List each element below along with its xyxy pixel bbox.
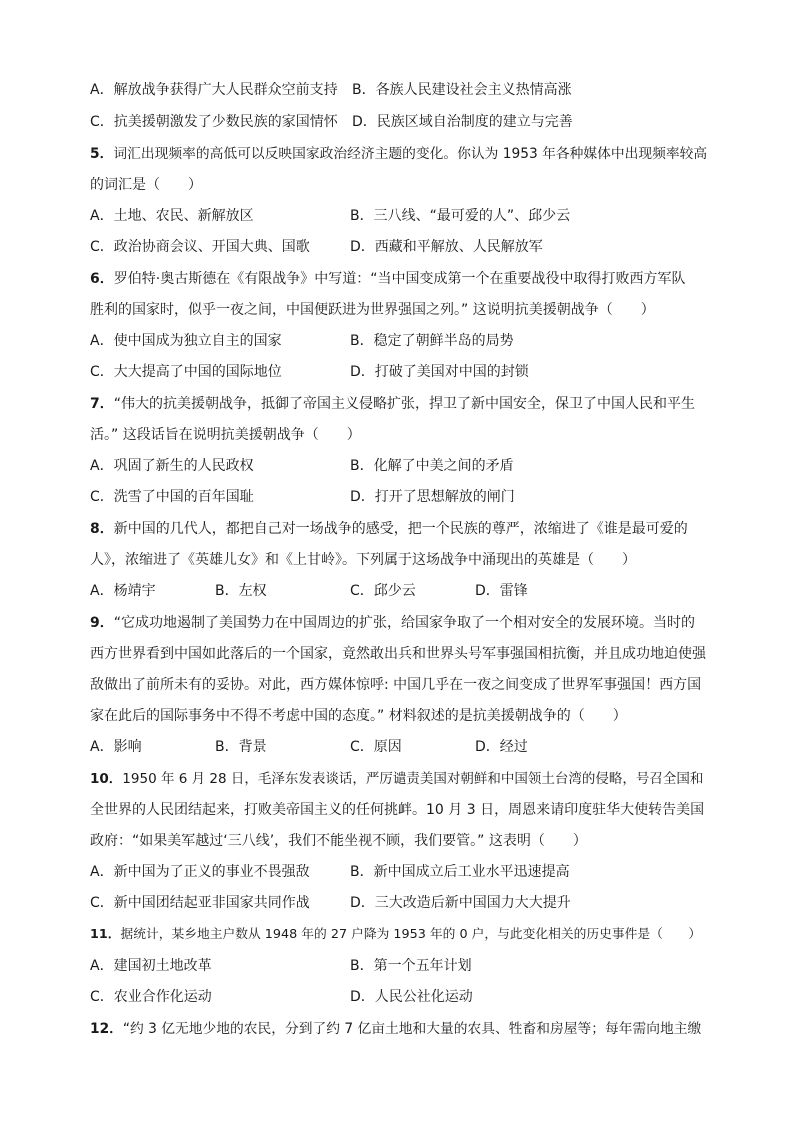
q10-stem-text-1: 1950 年 6 月 28 日，毛泽东发表谈话，严厉谴责美国对朝鲜和中国领土台湾的侵略，号召全国和 [122, 771, 704, 787]
q7-stem-line-2: 活。” 这段话旨在说明抗美援朝战争（ ） [90, 427, 361, 443]
q7-stem-line-1 [90, 394, 710, 414]
q7-number: 7． [90, 396, 114, 412]
q7-options-row-1 [90, 456, 710, 476]
q6-option-a: A．使中国成为独立自主的国家 [90, 333, 282, 349]
q10-number: 10． [90, 771, 123, 787]
q4-option-a: A．解放战争获得广大人民群众空前支持 [90, 82, 338, 98]
q11-number: 11． [90, 927, 121, 942]
q5-stem-line-1 [90, 144, 710, 164]
q9-options-row [90, 737, 710, 757]
q6-stem-text-1: 罗伯特·奥古斯德在《有限战争》中写道：“当中国变成第一个在重要战役中取得打败西方军队 [113, 271, 686, 287]
q10-stem-line-3: 政府：“如果美军越过‘三八线’，我们不能坐视不顾，我们要管。” 这表明（ ） [90, 833, 587, 849]
q9-option-c: C．原因 [350, 739, 402, 755]
q11-option-c: C．农业合作化运动 [90, 989, 212, 1005]
q5-option-b: B．三八线、“最可爱的人”、邱少云 [350, 208, 571, 224]
q10-options-row-2 [90, 893, 710, 913]
q5-options-row-1 [90, 206, 710, 226]
q6-stem-line-2: 胜利的国家时，似乎一夜之间，中国便跃进为世界强国之列。” 这说明抗美援朝战争（ ） [90, 302, 655, 318]
q10-stem-line-2: 全世界的人民团结起来，打败美帝国主义的任何挑衅。10 月 3 日，周恩来请印度驻华大使转告美国 [90, 802, 705, 818]
q9-number: 9． [90, 615, 114, 631]
q8-option-a: A．杨靖宇 [90, 583, 156, 599]
q12-stem-line-1 [90, 1019, 710, 1039]
q10-option-a: A．新中国为了正义的事业不畏强敌 [90, 864, 310, 880]
q7-stem-text-1: “伟大的抗美援朝战争，抵御了帝国主义侵略扩张，捍卫了新中国安全，保卫了中国人民和平生 [113, 396, 696, 412]
q5-stem-text-1: 词汇出现频率的高低可以反映国家政治经济主题的变化。你认为 1953 年各种媒体中出现频率较高 [113, 146, 708, 162]
q11-option-b: B．第一个五年计划 [350, 958, 472, 974]
q10-options-row-1 [90, 862, 710, 882]
q9-stem-line-3: 敌做出了前所未有的妥协。对此，西方媒体惊呼: 中国几乎在一夜之间变成了世界军事强国！西方国 [90, 677, 702, 693]
q8-option-b: B．左权 [215, 583, 267, 599]
q11-stem-text-1: 据统计，某乡地主户数从 1948 年的 27 户降为 1953 年的 0 户，与此变化相关的历史事件是（ ） [120, 927, 702, 942]
q5-option-a: A．土地、农民、新解放区 [90, 208, 254, 224]
q9-stem-line-2: 西方世界看到中国如此落后的一个国家，竟然敢出兵和世界头号军事强国相抗衡，并且成功地迫使强 [90, 646, 706, 662]
q10-option-c: C．新中国团结起亚非国家共同作战 [90, 895, 310, 911]
q6-number: 6． [90, 271, 114, 287]
q7-option-c: C．洗雪了中国的百年国耻 [90, 489, 254, 505]
q7-option-a: A．巩固了新生的人民政权 [90, 458, 254, 474]
q10-option-b: B．新中国成立后工业水平迅速提高 [350, 864, 570, 880]
q5-number: 5． [90, 146, 114, 162]
q5-option-d: D．西藏和平解放、人民解放军 [350, 239, 543, 255]
q8-number: 8． [90, 521, 114, 537]
q4-option-c: C．抗美援朝激发了少数民族的家国情怀 [90, 114, 338, 130]
q7-option-d: D．打开了思想解放的闸门 [350, 489, 515, 505]
q11-option-a: A．建国初土地改革 [90, 958, 212, 974]
q8-option-d: D．雷锋 [475, 583, 528, 599]
q4-option-b: B．各族人民建设社会主义热情高涨 [352, 82, 572, 98]
q8-options-row [90, 581, 710, 601]
q5-options-row-2 [90, 237, 710, 257]
q10-option-d: D．三大改造后新中国国力大大提升 [350, 895, 571, 911]
q9-stem-line-1 [90, 613, 710, 633]
q11-options-row-2 [90, 987, 710, 1007]
q11-options-row-1 [90, 956, 710, 976]
q9-option-a: A．影响 [90, 739, 142, 755]
q10-stem-line-1 [90, 769, 710, 789]
q9-option-b: B．背景 [215, 739, 267, 755]
q4-options-row-2 [90, 112, 710, 132]
q7-options-row-2 [90, 487, 710, 507]
q6-option-b: B．稳定了朝鲜半岛的局势 [350, 333, 514, 349]
q7-option-b: B．化解了中美之间的矛盾 [350, 458, 514, 474]
q5-option-c: C．政治协商会议、开国大典、国歌 [90, 239, 310, 255]
q9-stem-line-4: 家在此后的国际事务中不得不考虑中国的态度。” 材料叙述的是抗美援朝战争的（ ） [90, 708, 627, 724]
q12-number: 12． [90, 1021, 123, 1037]
q12-stem-text-1: “约 3 亿无地少地的农民，分到了约 7 亿亩土地和大量的农具、牲畜和房屋等；每年需向地主缴 [122, 1021, 702, 1037]
q9-stem-text-1: “它成功地遏制了美国势力在中国周边的扩张，给国家争取了一个相对安全的发展环境。当时的 [113, 615, 696, 631]
q8-stem-text-1: 新中国的几代人，都把自己对一场战争的感受，把一个民族的尊严，浓缩进了《谁是最可爱的 [113, 521, 688, 537]
q6-option-d: D．打破了美国对中国的封锁 [350, 364, 529, 380]
q4-options-row-1 [90, 80, 710, 100]
q8-stem-line-2: 人》，浓缩进了《英雄儿女》和《上甘岭》。下列属于这场战争中涌现出的英雄是（ ） [90, 552, 636, 568]
q8-stem-line-1 [90, 519, 710, 539]
q9-option-d: D．经过 [475, 739, 528, 755]
q8-option-c: C．邱少云 [350, 583, 416, 599]
q6-options-row-1 [90, 331, 710, 351]
q4-option-d: D．民族区域自治制度的建立与完善 [352, 114, 573, 130]
q6-stem-line-1 [90, 269, 710, 289]
q6-option-c: C．大大提高了中国的国际地位 [90, 364, 282, 380]
q6-options-row-2 [90, 362, 710, 382]
q5-stem-line-2: 的词汇是（ ） [90, 177, 202, 193]
q11-stem-line-1 [90, 925, 710, 945]
q11-option-d: D．人民公社化运动 [350, 989, 473, 1005]
